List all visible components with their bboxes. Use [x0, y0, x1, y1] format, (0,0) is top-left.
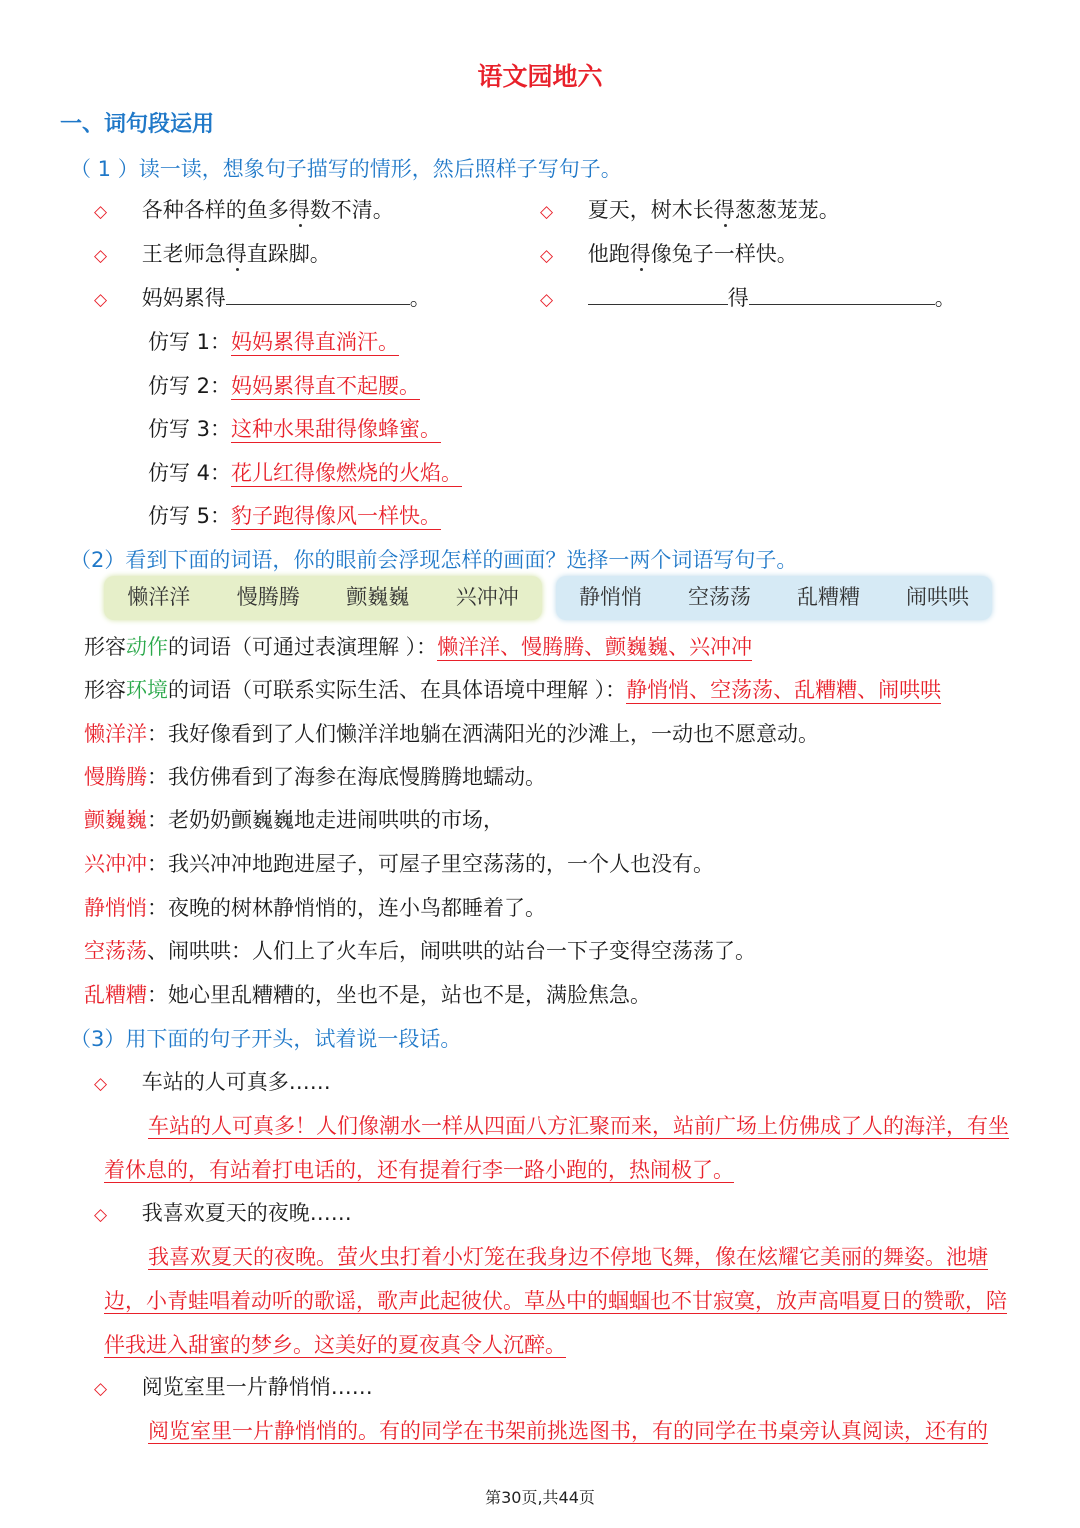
page-title: 语文园地六 — [477, 62, 603, 91]
example-sentence: 懒洋洋：我好像看到了人们懒洋洋地躺在洒满阳光的沙滩上，一动也不愿意动。 — [84, 722, 819, 746]
word-chip: 慢腾腾 — [236, 585, 300, 610]
question-3-intro: （3）用下面的句子开头，试着说一段话。 — [70, 1027, 462, 1051]
diamond-bullet-icon: ◇ — [94, 202, 108, 222]
word-chip: 颤巍巍 — [346, 585, 410, 610]
example-sentence: 夏天，树木长得葱葱茏茏。 — [587, 198, 840, 222]
example-sentence: 乱糟糟：她心里乱糟糟的，坐也不是，站也不是，满脸焦急。 — [84, 983, 651, 1007]
diamond-bullet-icon: ◇ — [540, 246, 554, 266]
example-sentence: 各种各样的鱼多得数不清。 — [141, 198, 394, 222]
word-box-action — [104, 576, 542, 620]
diamond-bullet-icon: ◇ — [540, 202, 554, 222]
list-item — [94, 1375, 373, 1400]
diamond-bullet-icon: ◇ — [94, 1379, 108, 1399]
list-item — [540, 242, 798, 267]
blank-line — [226, 286, 410, 305]
blank-line — [588, 286, 728, 305]
fill-sentence: 得 。 — [588, 286, 956, 310]
diamond-bullet-icon: ◇ — [94, 1205, 108, 1225]
answer-paragraph: 车站的人可真多！人们像潮水一样从四面八方汇聚而来，站前广场上仿佛成了人的海洋，有坐着休息的，有站着打电话的，还有提着行李一路小跑的，热闹极了。 — [104, 1114, 1009, 1182]
imitation-line: 仿写 5：豹子跑得像风一样快。 — [148, 504, 442, 528]
list-item — [94, 286, 431, 311]
answer-paragraph: 我喜欢夏天的夜晚。萤火虫打着小灯笼在我身边不停地飞舞，像在炫耀它美丽的舞姿。池塘边，小青蛙唱着动听的歌谣，歌声此起彼伏。草丛中的蝈蝈也不甘寂寞，放声高唱夏日的赞歌，陪伴我进入甜蜜的梦乡。这美好的夏夜真令人沉醉。 — [104, 1245, 1007, 1357]
imitation-line: 仿写 1：妈妈累得直淌汗。 — [148, 330, 400, 354]
imitation-line: 仿写 3：这种水果甜得像蜂蜜。 — [148, 417, 442, 441]
imitation-line: 仿写 4：花儿红得像燃烧的火焰。 — [148, 461, 463, 485]
imitation-line: 仿写 2：妈妈累得直不起腰。 — [148, 374, 421, 398]
environment-words-description: 形容环境的词语（可联系实际生活、在具体语境中理解 ）：静悄悄、空荡荡、乱糟糟、闹哄哄 — [84, 678, 942, 702]
blank-line — [749, 286, 935, 305]
word-chip: 空荡荡 — [688, 585, 751, 610]
diamond-bullet-icon: ◇ — [94, 1074, 108, 1094]
example-sentence: 王老师急得直跺脚。 — [141, 242, 331, 266]
paragraph-prompt: 车站的人可真多…… — [141, 1070, 331, 1094]
section-heading: 一、词句段运用 — [60, 112, 215, 137]
example-sentence: 兴冲冲：我兴冲冲地跑进屋子，可屋子里空荡荡的，一个人也没有。 — [84, 852, 714, 876]
question-2-intro: （2）看到下面的词语，你的眼前会浮现怎样的画面？选择一两个词语写句子。 — [70, 548, 798, 572]
example-sentence: 他跑得像兔子一样快。 — [587, 242, 798, 266]
example-sentence: 慢腾腾：我仿佛看到了海参在海底慢腾腾地蠕动。 — [84, 765, 546, 789]
word-chip: 乱糟糟 — [797, 585, 860, 610]
list-item — [94, 242, 331, 267]
word-chip: 闹哄哄 — [906, 585, 969, 610]
list-item — [94, 1070, 331, 1095]
paragraph-prompt: 阅览室里一片静悄悄…… — [141, 1375, 373, 1399]
diamond-bullet-icon: ◇ — [94, 246, 108, 266]
action-words-description: 形容动作的词语（可通过表演理解 ）：懒洋洋、慢腾腾、颤巍巍、兴冲冲 — [84, 635, 753, 659]
diamond-bullet-icon: ◇ — [94, 290, 108, 310]
word-chip: 静悄悄 — [579, 585, 642, 610]
answer-paragraph: 阅览室里一片静悄悄的。有的同学在书架前挑选图书，有的同学在书桌旁认真阅读，还有的 — [148, 1419, 988, 1443]
page-footer: 第30页,共44页 — [485, 1488, 595, 1507]
word-chip: 懒洋洋 — [127, 585, 191, 610]
example-sentence: 空荡荡、闹哄哄：人们上了火车后，闹哄哄的站台一下子变得空荡荡了。 — [84, 939, 756, 963]
list-item — [540, 286, 956, 311]
example-sentence: 静悄悄：夜晚的树林静悄悄的，连小鸟都睡着了。 — [84, 896, 546, 920]
list-item — [94, 198, 394, 223]
list-item — [540, 198, 840, 223]
paragraph-prompt: 我喜欢夏天的夜晚…… — [141, 1201, 352, 1225]
list-item — [94, 1201, 352, 1226]
word-chip: 兴冲冲 — [455, 585, 519, 610]
word-box-environment — [556, 576, 992, 620]
diamond-bullet-icon: ◇ — [540, 290, 554, 310]
question-1-intro: （ 1 ）读一读，想象句子描写的情形，然后照样子写句子。 — [70, 157, 622, 181]
example-sentence: 颤巍巍：老奶奶颤巍巍地走进闹哄哄的市场， — [84, 808, 504, 832]
fill-sentence: 妈妈累得 。 — [141, 286, 431, 310]
